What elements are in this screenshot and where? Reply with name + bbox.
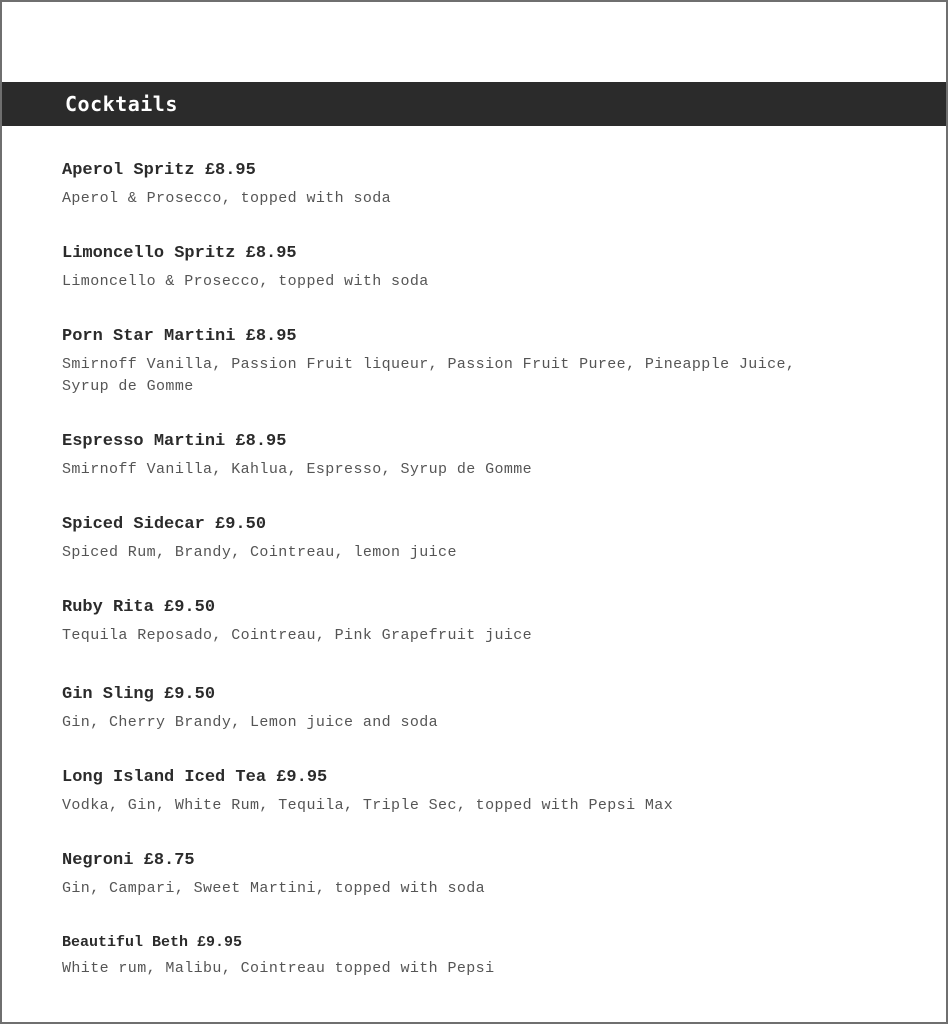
menu-item-name: Ruby Rita £9.50	[62, 598, 216, 617]
menu-item-description: Tequila Reposado, Cointreau, Pink Grapefruit juice	[62, 627, 533, 644]
menu-item-name: Long Island Iced Tea £9.95	[62, 768, 328, 787]
menu-item	[62, 160, 822, 210]
menu-item-description: Aperol & Prosecco, topped with soda	[62, 190, 392, 207]
menu-item	[62, 243, 822, 293]
menu-item-name: Aperol Spritz £8.95	[62, 161, 256, 180]
menu-item-description: White rum, Malibu, Cointreau topped with Pepsi	[62, 960, 495, 977]
menu-item-name: Negroni £8.75	[62, 851, 195, 870]
menu-item-description: Vodka, Gin, White Rum, Tequila, Triple Sec, topped with Pepsi Max	[62, 797, 674, 814]
menu-item-description: Gin, Cherry Brandy, Lemon juice and soda	[62, 714, 439, 731]
menu-item-name: Gin Sling £9.50	[62, 685, 216, 704]
menu-item-name: Spiced Sidecar £9.50	[62, 515, 267, 534]
menu-item-description: Limoncello & Prosecco, topped with soda	[62, 273, 429, 290]
menu-item	[62, 933, 822, 980]
menu-item	[62, 597, 822, 647]
menu-item	[62, 514, 822, 564]
menu-item	[62, 431, 822, 481]
menu-item-name: Limoncello Spritz £8.95	[62, 244, 297, 263]
menu-item	[62, 850, 822, 900]
menu-item	[62, 326, 822, 398]
section-title: Cocktails	[65, 92, 178, 116]
menu-item-name: Espresso Martini £8.95	[62, 432, 287, 451]
menu-item	[62, 767, 822, 817]
menu-item	[62, 684, 822, 734]
menu-item-description: Smirnoff Vanilla, Kahlua, Espresso, Syrup de Gomme	[62, 461, 533, 478]
menu-item-name: Porn Star Martini £8.95	[62, 327, 297, 346]
menu-item-description: Smirnoff Vanilla, Passion Fruit liqueur, Passion Fruit Puree, Pineapple Juice, Syrup de Gomme	[62, 356, 796, 395]
menu-item-description: Gin, Campari, Sweet Martini, topped with soda	[62, 880, 486, 897]
menu-item-name: Beautiful Beth £9.95	[62, 934, 243, 951]
menu-item-description: Spiced Rum, Brandy, Cointreau, lemon juice	[62, 544, 457, 561]
section-header	[2, 82, 946, 126]
